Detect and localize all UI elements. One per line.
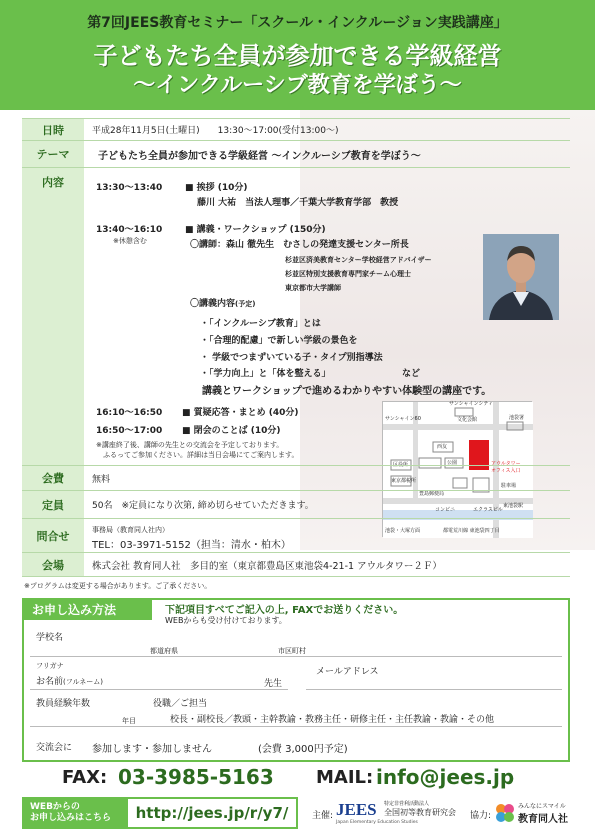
years-field-label: 教員経験年数 bbox=[36, 699, 91, 709]
name-note: (フルネーム) bbox=[63, 678, 103, 686]
session3-title: ■ 質疑応答・まとめ (40分) bbox=[182, 408, 299, 418]
row-label: 問合せ bbox=[22, 519, 84, 552]
web-apply-line2: お申し込みはこちら bbox=[30, 813, 112, 823]
cooperation-tagline: みんなにスマイル bbox=[518, 803, 566, 810]
party-fee: (会費 3,000円予定) bbox=[258, 744, 348, 755]
row-label: 会場 bbox=[22, 553, 84, 576]
seminar-title-sub: 〜インクルーシブ教育を学ぼう〜 bbox=[133, 73, 462, 98]
application-form bbox=[22, 598, 570, 762]
session2-time: 13:40〜16:10 bbox=[96, 225, 163, 235]
lecture-item: ・「インクルーシブ教育」とは bbox=[200, 319, 321, 329]
map-label: 東京都税所 bbox=[391, 478, 417, 484]
session4-title: ■ 閉会のことば (10分) bbox=[182, 426, 281, 436]
contact-office: 事務局（教育同人社内） bbox=[92, 526, 169, 534]
map-label: エクラスビル bbox=[473, 507, 503, 513]
map-label: 東池袋駅 bbox=[503, 503, 524, 509]
name-field-label bbox=[36, 674, 103, 687]
mail-address[interactable]: info@jees.jp bbox=[376, 765, 515, 789]
lecture-item: ・「学力向上」と「体を整える」 bbox=[200, 369, 331, 379]
seminar-title: 子どもたち全員が参加できる学級経営 bbox=[93, 42, 502, 70]
application-web-note: WEBからも受け付けております。 bbox=[165, 616, 287, 625]
map-label: コンビニ bbox=[435, 507, 456, 513]
row-label: 日時 bbox=[22, 119, 84, 140]
cooperation-logo-icon bbox=[494, 802, 516, 824]
fax-number[interactable]: 03-3985-5163 bbox=[118, 765, 274, 789]
map-label: アウルタワー bbox=[491, 461, 521, 467]
furigana-label: フリガナ bbox=[36, 662, 64, 670]
lecture-summary: 講義とワークショップで進めるわかりやすい体験型の講座です。 bbox=[202, 386, 492, 397]
email-field-line[interactable] bbox=[306, 689, 562, 690]
organizer-english-name: Japan Elementary Education Studies bbox=[336, 820, 418, 825]
seminar-subtitle: 第7回JEES教育セミナー「スクール・インクルージョン実践講座」 bbox=[87, 15, 508, 31]
row-venue bbox=[22, 553, 570, 577]
web-apply-line1: WEBからの bbox=[30, 802, 80, 813]
map-label: 区役所 bbox=[393, 462, 409, 468]
lecture-content-note: (予定) bbox=[235, 300, 256, 308]
row-theme bbox=[22, 141, 570, 168]
lecture-item: ・「合理的配慮」で新しい学級の景色を bbox=[200, 336, 358, 346]
cooperation-name: 教育同人社 bbox=[518, 814, 568, 825]
map-label: サンシャイン60 bbox=[385, 416, 421, 422]
session2-title: ■ 講義・ワークショップ (150分) bbox=[185, 225, 326, 235]
contact-tel: TEL：03-3971-5152（担当：清水・柏木） bbox=[92, 540, 291, 551]
lecture-content-label: 〇講義内容 bbox=[190, 299, 236, 309]
map-label: 駐車場 bbox=[501, 483, 517, 489]
theme-value: 子どもたち全員が参加できる学級経営 〜インクルーシブ教育を学ぼう〜 bbox=[98, 150, 421, 162]
map-label: 公園 bbox=[447, 460, 458, 466]
row-label: 会費 bbox=[22, 466, 84, 490]
row-label: 内容 bbox=[22, 168, 84, 465]
party-label: 交流会に bbox=[36, 743, 73, 753]
lecture-item: ・ 学級でつまずいている子・タイプ別指導法 bbox=[200, 353, 383, 363]
session2-note: ※休憩含む bbox=[113, 237, 147, 245]
program-change-note: ※プログラムは変更する場合があります。ご了承ください。 bbox=[24, 582, 212, 590]
application-instruction: 下記項目すべてご記入の上, FAXでお送りください。 bbox=[165, 605, 404, 616]
lecturer: 〇講師：森山 徹先生 むさしの発達支援センター所長 bbox=[190, 240, 409, 250]
organizer-logo: JEES bbox=[336, 800, 377, 819]
map-label: サンシャインシティ bbox=[449, 401, 494, 407]
fee-value: 無料 bbox=[92, 474, 111, 485]
city-label: 市区町村 bbox=[278, 647, 306, 655]
session4-time: 16:50〜17:00 bbox=[96, 426, 163, 436]
organizer-type: 特定非営利活動法人 bbox=[384, 801, 430, 807]
fax-label: FAX: bbox=[62, 767, 108, 788]
web-apply-callout bbox=[22, 797, 126, 829]
reception-note: ふるってご参加ください。詳細は当日会場にてご案内します。 bbox=[96, 451, 299, 459]
map-label: 西友 bbox=[437, 444, 448, 450]
lecturer-role: 杉並区特別支援教育専門家チーム心理士 bbox=[285, 270, 411, 278]
row-date bbox=[22, 118, 570, 141]
capacity-value: 50名 ※定員になり次第, 締め切らせていただきます。 bbox=[92, 501, 314, 511]
session1-time: 13:30〜13:40 bbox=[96, 183, 163, 193]
sensei-label: 先生 bbox=[264, 679, 283, 689]
application-title: お申し込み方法 bbox=[22, 598, 152, 620]
lecturer-role: 東京都市大学講師 bbox=[285, 284, 341, 292]
organizer-name: 全国初等教育研究会 bbox=[384, 808, 456, 817]
mail-label: MAIL: bbox=[316, 767, 374, 788]
cooperation-label: 協力: bbox=[470, 811, 492, 821]
apply-url-link[interactable]: http://jees.jp/r/y7/ bbox=[126, 797, 298, 829]
party-options[interactable]: 参加します・参加しません bbox=[92, 744, 212, 755]
session3-time: 16:10〜16:50 bbox=[96, 408, 163, 418]
lecturer-photo bbox=[483, 234, 559, 320]
map-label: オフィス入口 bbox=[491, 468, 521, 474]
organizer-label: 主催: bbox=[312, 811, 334, 821]
session1-title: ■ 挨拶 (10分) bbox=[185, 183, 248, 193]
row-fee bbox=[22, 465, 570, 491]
row-label: テーマ bbox=[22, 141, 84, 167]
name-field-line[interactable] bbox=[30, 689, 288, 690]
role-options[interactable]: 校長・副校長／教頭・主幹教諭・教務主任・研修主任・主任教諭・教諭・その他 bbox=[170, 715, 495, 725]
row-contact bbox=[22, 519, 570, 553]
lecturer-role: 杉並区済美教育センター学校経営アドバイザー bbox=[285, 256, 432, 264]
lecture-item-etc: など bbox=[402, 369, 421, 379]
date-value: 平成28年11月5日(土曜日) 13:30〜17:00(受付13:00〜) bbox=[92, 126, 339, 136]
map-label: 池袋署 bbox=[509, 415, 525, 421]
lecture-content-heading bbox=[190, 296, 255, 309]
row-label: 定員 bbox=[22, 491, 84, 518]
name-label: お名前 bbox=[36, 677, 64, 687]
row-capacity bbox=[22, 491, 570, 519]
venue-value: 株式会社 教育同人社 多目的室（東京都豊島区東池袋4-21-1 アウルタワー２Ｆ） bbox=[92, 560, 442, 572]
reception-note: ※講座終了後、講師の先生との交流会を予定しております。 bbox=[96, 441, 284, 449]
prefecture-label: 都道府県 bbox=[150, 647, 178, 655]
school-field-label: 学校名 bbox=[36, 633, 64, 643]
email-field-label: メールアドレス bbox=[316, 667, 379, 677]
map-label: 都電荒川線 東池袋四丁目 bbox=[443, 528, 500, 534]
map-label: 豊島郵便局 bbox=[419, 491, 445, 497]
map-label: 文化会館 bbox=[457, 417, 478, 423]
map-label: 池袋・大塚方面 bbox=[385, 528, 421, 534]
header-banner bbox=[0, 0, 595, 110]
role-field-line bbox=[30, 726, 562, 727]
year-unit: 年目 bbox=[122, 717, 136, 725]
role-field-label: 役職／ご担当 bbox=[153, 699, 208, 709]
school-field-line[interactable] bbox=[30, 656, 562, 657]
session1-person: 藤川 大祐 当法人理事／千葉大学教育学部 教授 bbox=[197, 198, 399, 208]
